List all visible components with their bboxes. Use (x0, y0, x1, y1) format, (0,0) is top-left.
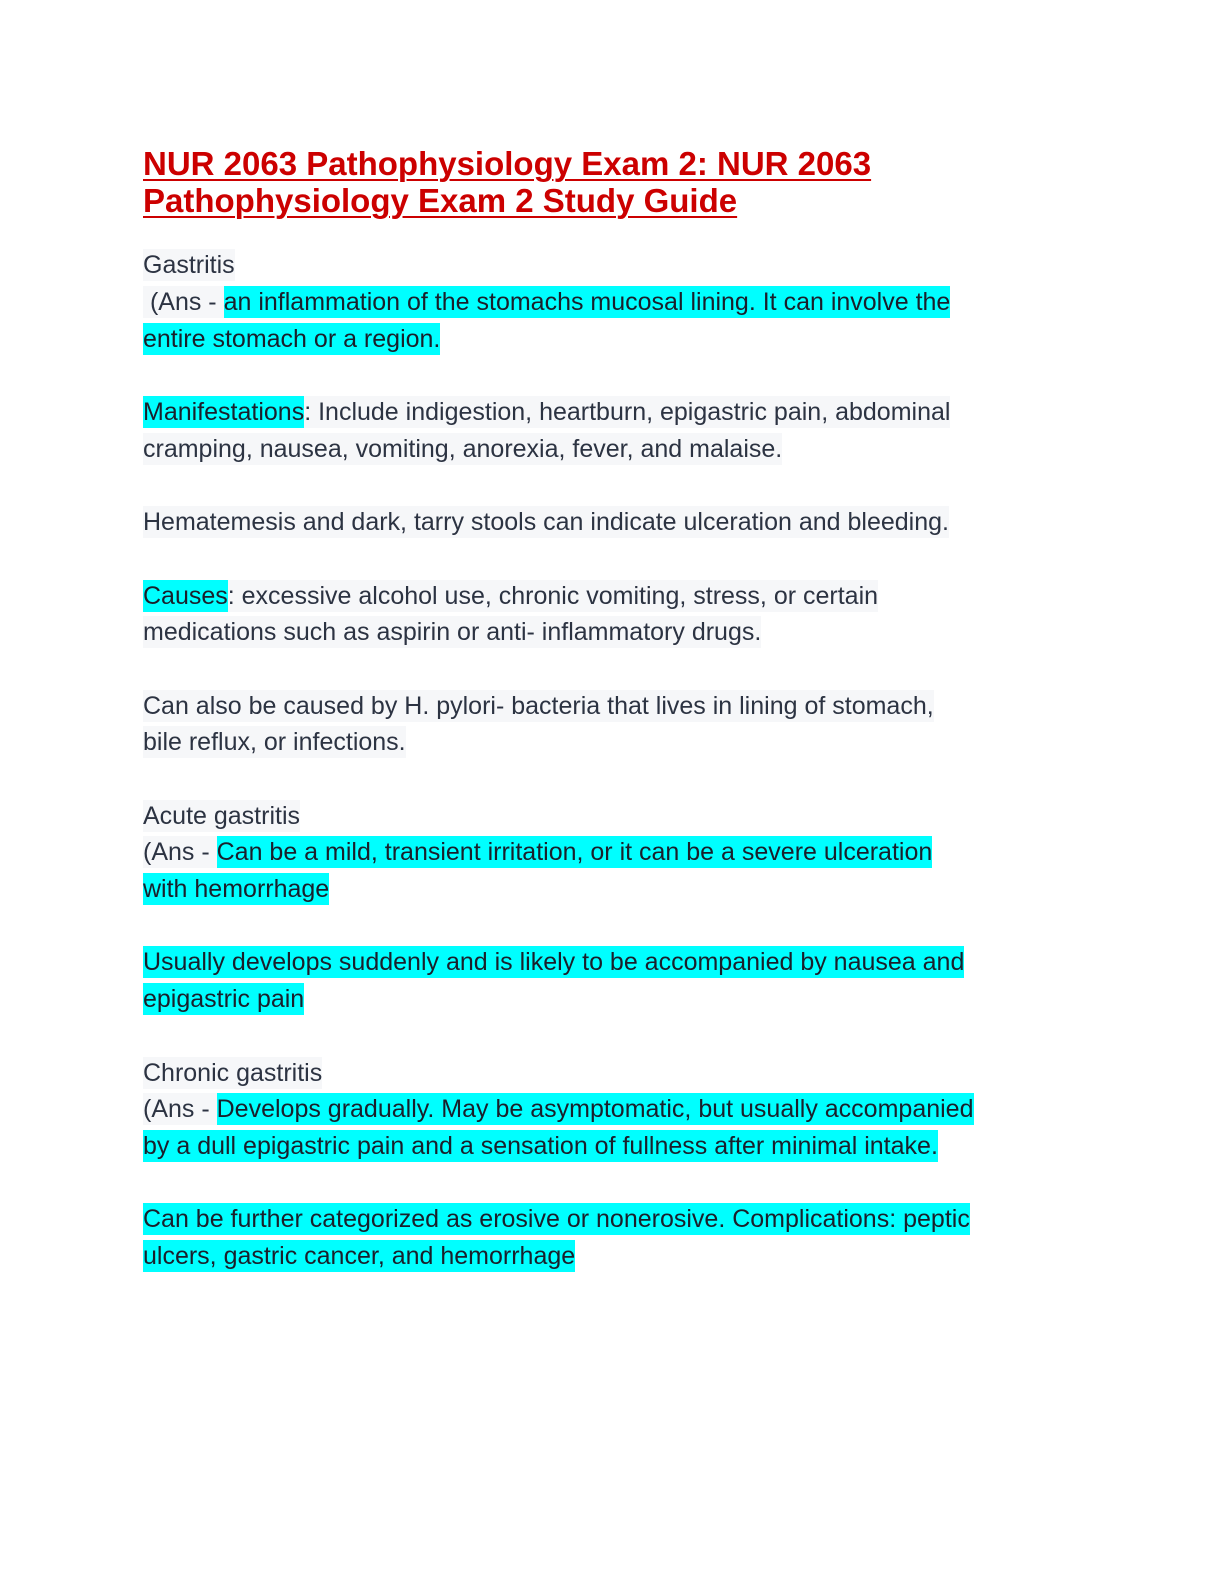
chronic-gastritis-section (143, 1055, 1083, 1275)
h-pylori-line-2: bile reflux, or infections. (143, 728, 406, 757)
gastritis-section (143, 247, 1083, 357)
manifestations-text-line-1: : Include indigestion, heartburn, epigastric pain, abdominal (304, 398, 951, 427)
h-pylori-line-1: Can also be caused by H. pylori- bacteria that lives in lining of stomach, (143, 691, 934, 720)
causes-section (143, 578, 1083, 651)
acute-gastritis-heading: Acute gastritis (143, 801, 301, 830)
manifestations-text-line-2: cramping, nausea, vomiting, anorexia, fever, and malaise. (143, 434, 783, 463)
h-pylori-section (143, 688, 1083, 761)
document-title (143, 140, 1083, 219)
manifestations-section (143, 394, 1083, 467)
gastritis-answer-line-2: entire stomach or a region. (143, 324, 441, 353)
title-line-1: NUR 2063 Pathophysiology Exam 2: NUR 2063 (143, 145, 872, 182)
document-body (143, 247, 1083, 1274)
document-page (143, 140, 1083, 1275)
chronic-gastritis-ans-prefix: (Ans - (143, 1095, 217, 1124)
hematemesis-text: Hematemesis and dark, tarry stools can indicate ulceration and bleeding. (143, 508, 949, 537)
gastritis-answer-line-1: an inflammation of the stomachs mucosal lining. It can involve the (223, 288, 951, 317)
gastritis-ans-prefix: (Ans - (143, 288, 224, 317)
acute-gastritis-answer-line-2: with hemorrhage (143, 875, 330, 904)
chronic-gastritis-heading: Chronic gastritis (143, 1058, 323, 1087)
causes-label: Causes (143, 581, 228, 610)
acute-gastritis-section (143, 798, 1083, 1018)
manifestations-label: Manifestations (143, 398, 305, 427)
acute-gastritis-answer-line-1: Can be a mild, transient irritation, or it can be a severe ulceration (216, 838, 933, 867)
hematemesis-section (143, 504, 1083, 541)
acute-gastritis-extra-line-2: epigastric pain (143, 985, 305, 1014)
chronic-gastritis-answer-line-2: by a dull epigastric pain and a sensation of fullness after minimal intake. (143, 1131, 938, 1160)
chronic-gastritis-answer-line-1: Develops gradually. May be asymptomatic, but usually accompanied (216, 1095, 974, 1124)
gastritis-heading: Gastritis (143, 251, 235, 280)
causes-text-line-2: medications such as aspirin or anti- inflammatory drugs. (143, 618, 762, 647)
acute-gastritis-extra-line-1: Usually develops suddenly and is likely to be accompanied by nausea and (143, 948, 965, 977)
chronic-gastritis-extra-line-1: Can be further categorized as erosive or nonerosive. Complications: peptic (143, 1205, 970, 1234)
title-line-2: Pathophysiology Exam 2 Study Guide (143, 181, 738, 219)
acute-gastritis-ans-prefix: (Ans - (143, 838, 217, 867)
causes-text-line-1: : excessive alcohol use, chronic vomiting, stress, or certain (227, 581, 879, 610)
chronic-gastritis-extra-line-2: ulcers, gastric cancer, and hemorrhage (143, 1241, 576, 1270)
